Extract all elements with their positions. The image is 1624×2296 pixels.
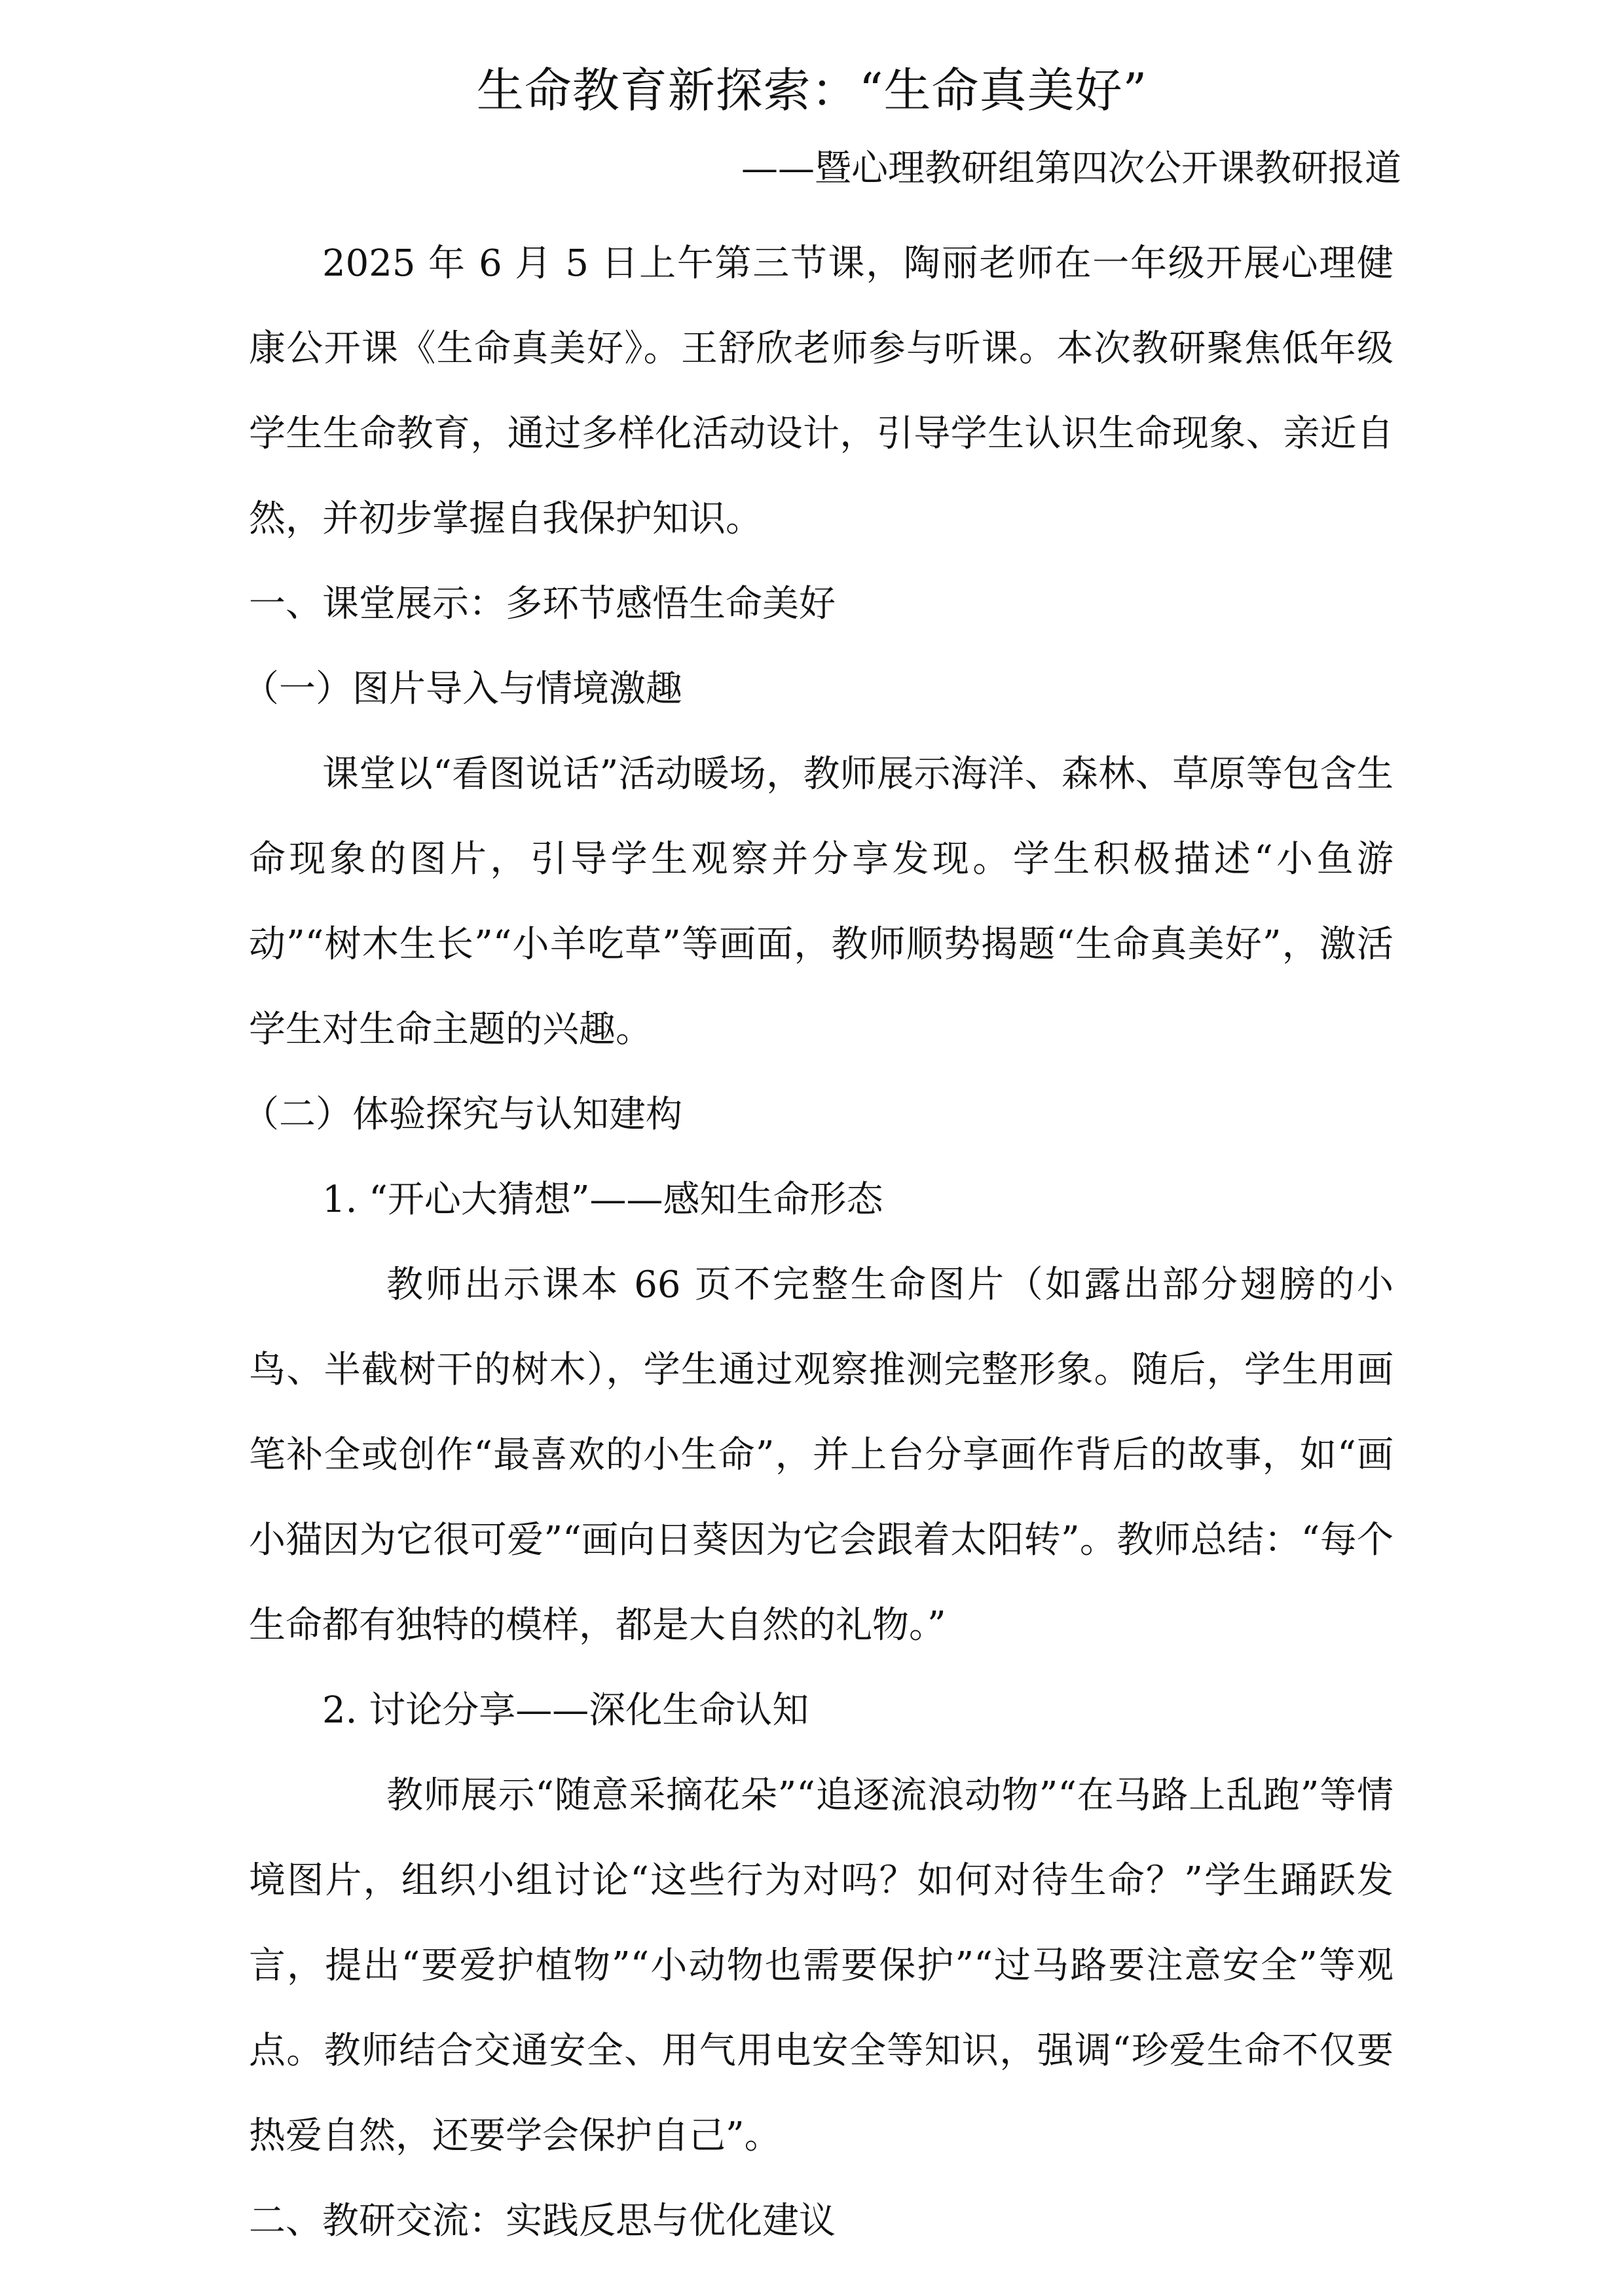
subsection-1-paragraph: 课堂以“看图说话”活动暖场，教师展示海洋、森林、草原等包含生命现象的图片，引导学生观察并分享发现。学生积极描述“小鱼游动”“树木生长”“小羊吃草”等画面，教师顺势揭题“生命真美好”，激活学生对生命主题的兴趣。: [249, 753, 1393, 1051]
item-1-paragraph: 教师出示课本 66 页不完整生命图片（如露出部分翅膀的小鸟、半截树干的树木），学生通过观察推测完整形象。随后，学生用画笔补全或创作“最喜欢的小生命”，并上台分享画作背后的故事，如“画小猫因为它很可爱”“画向日葵因为它会跟着太阳转”。教师总结：“每个生命都有独特的模样，都是大自然的礼物。”: [249, 1264, 1394, 1647]
subsection-2-heading: （二）体验探究与认知建构: [242, 1093, 682, 1136]
subsection-1-heading: （一）图片导入与情境激趣: [242, 668, 682, 710]
section-2-heading: 二、教研交流：实践反思与优化建议: [249, 2200, 836, 2242]
section-1-heading: 一、课堂展示：多环节感悟生命美好: [249, 583, 836, 625]
item-2-paragraph: 教师展示“随意采摘花朵”“追逐流浪动物”“在马路上乱跑”等情境图片，组织小组讨论“这些行为对吗？如何对待生命？”学生踊跃发言，提出“要爱护植物”“小动物也需要保护”“过马路要注意安全”等观点。教师结合交通安全、用气用电安全等知识，强调“珍爱生命不仅要热爱自然，还要学会保护自己”。: [249, 1774, 1393, 2157]
item-1-heading: 1. “开心大猜想”——感知生命形态: [322, 1178, 883, 1221]
intro-paragraph: 2025 年 6 月 5 日上午第三节课，陶丽老师在一年级开展心理健康公开课《生命真美好》。王舒欣老师参与听课。本次教研聚焦低年级学生生命教育，通过多样化活动设计，引导学生认识生命现象、亲近自然，并初步掌握自我保护知识。: [249, 242, 1393, 540]
document-subtitle: ——暨心理教研组第四次公开课教研报道: [741, 147, 1401, 190]
document-body: [242, 221, 1394, 2264]
item-2-heading: 2. 讨论分享——深化生命认知: [322, 1689, 809, 1732]
document-title: 生命教育新探索：“生命真美好”: [476, 63, 1148, 118]
